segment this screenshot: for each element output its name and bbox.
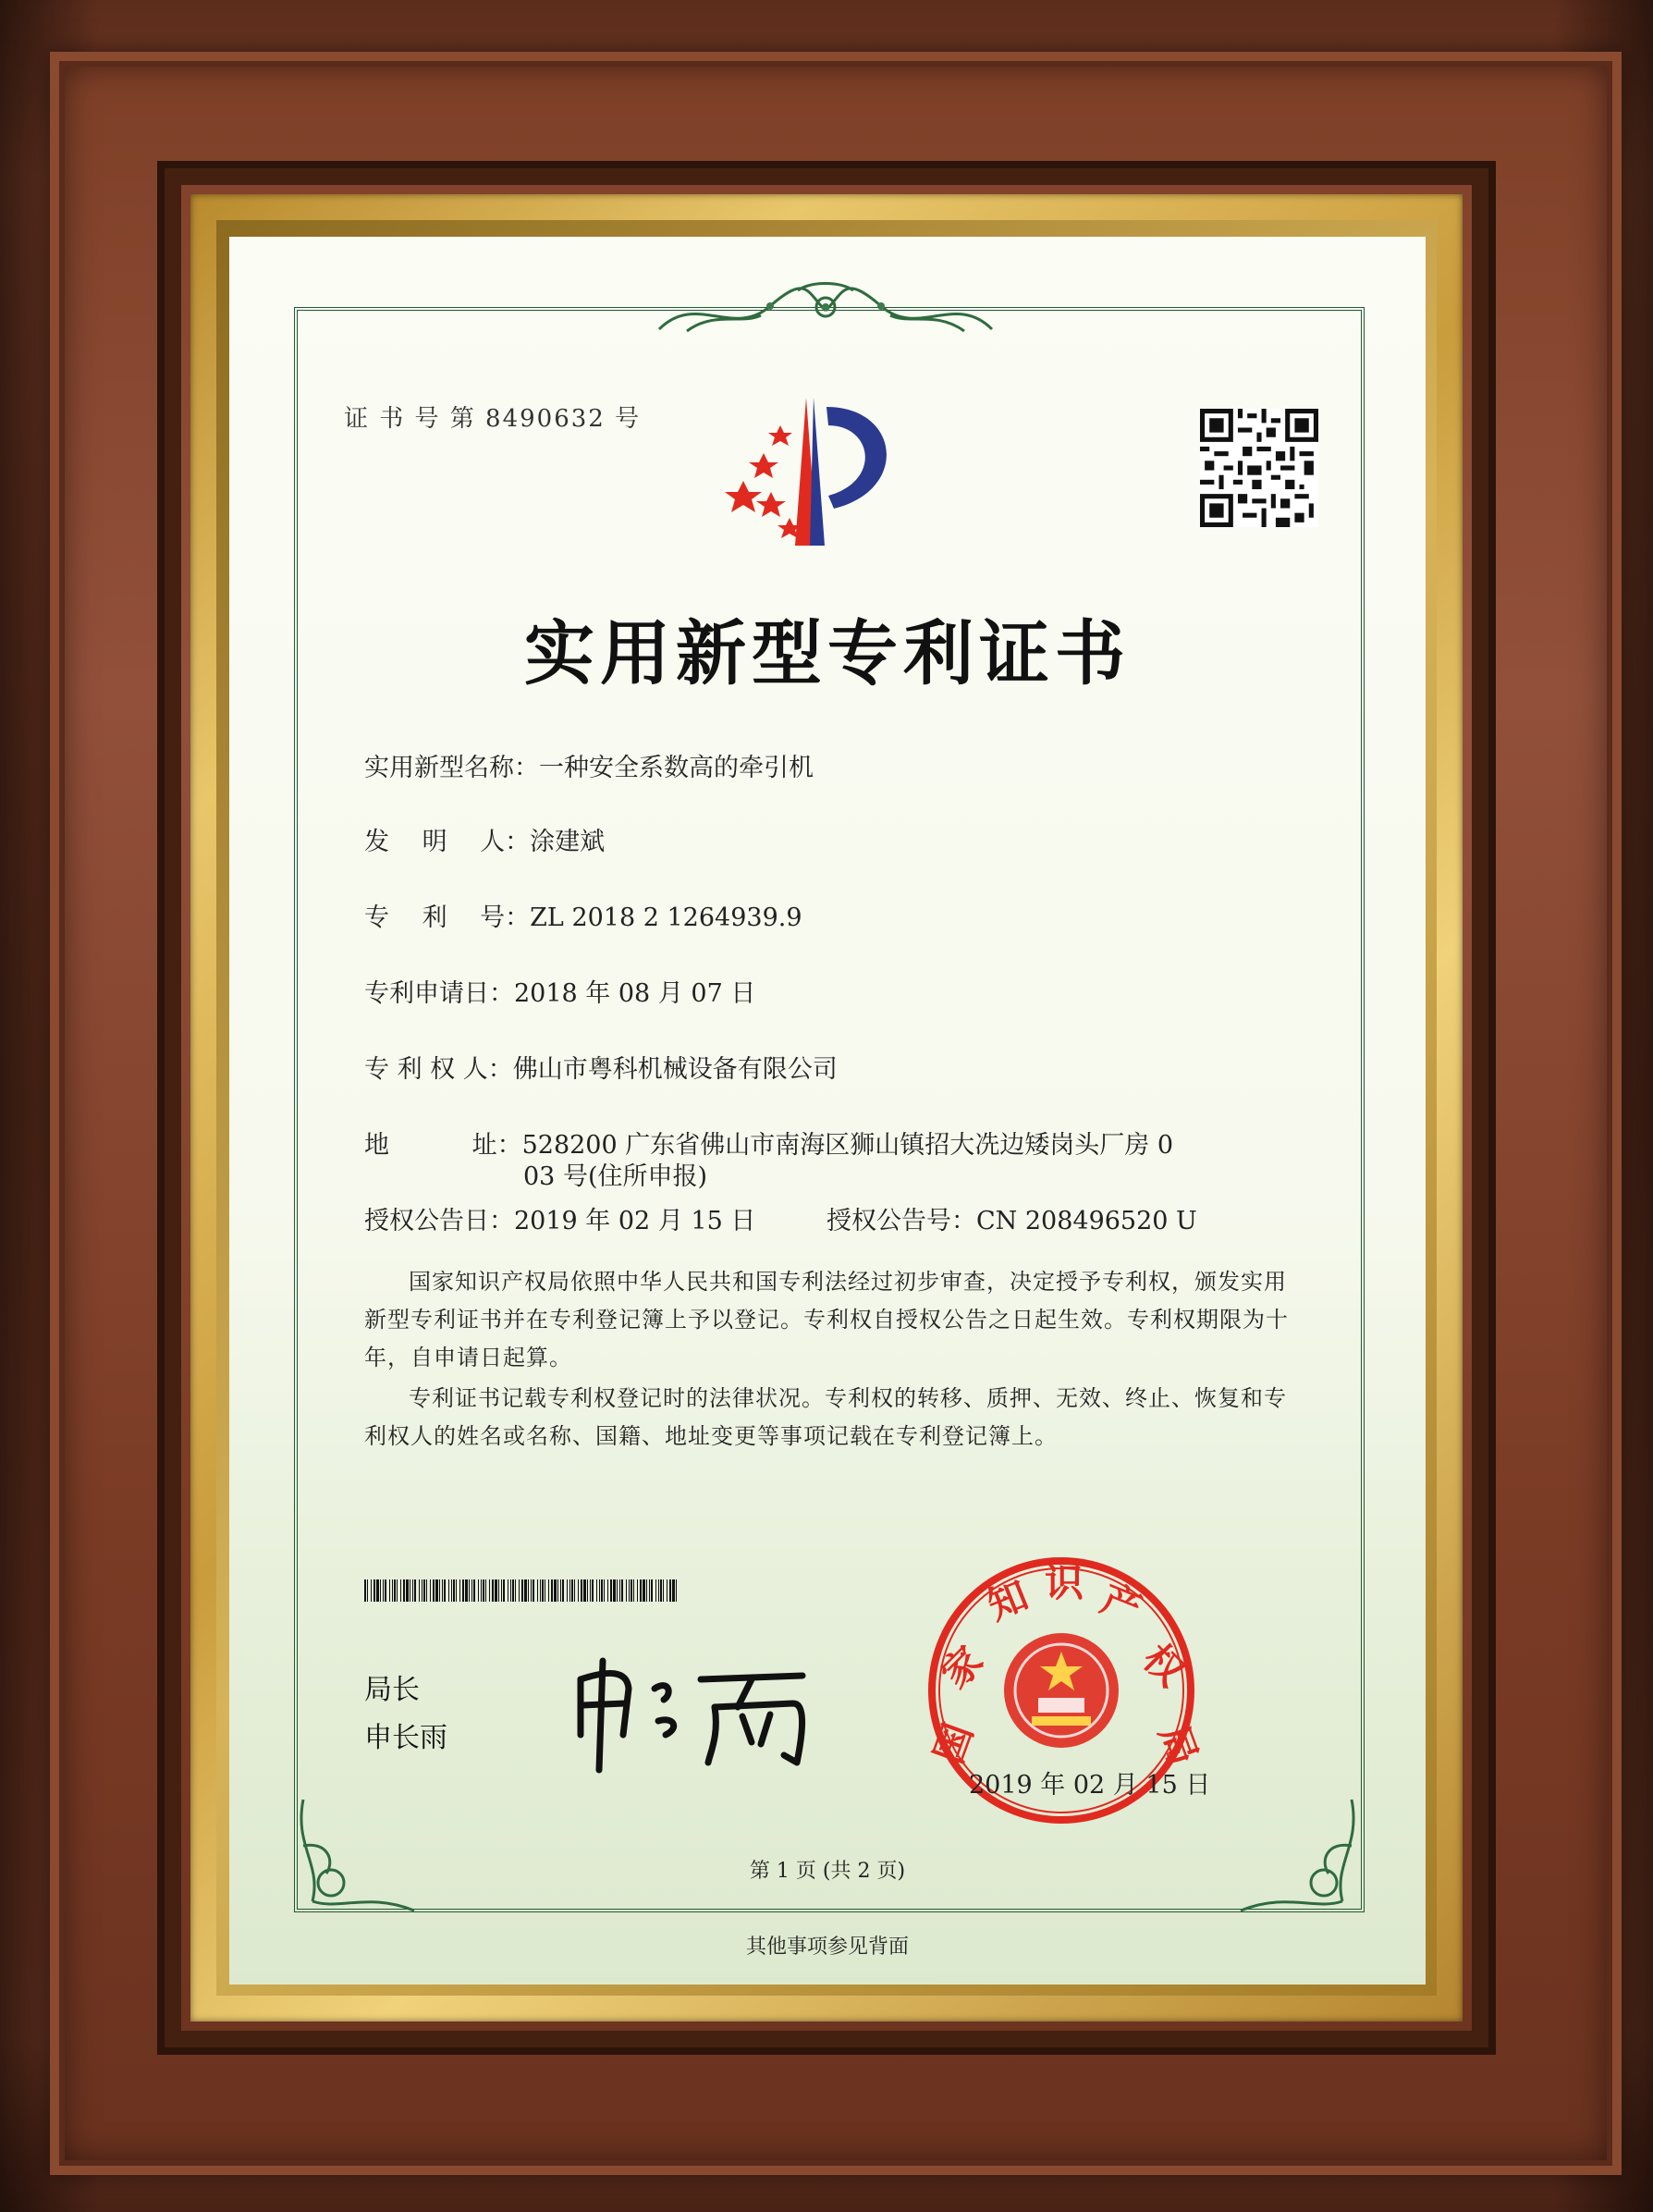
svg-text:产: 产 xyxy=(1095,1575,1148,1633)
barcode-bar xyxy=(462,1579,464,1602)
barcode-bar xyxy=(637,1579,638,1602)
barcode-bar xyxy=(646,1579,647,1602)
barcode-bar xyxy=(412,1579,413,1602)
barcode-bar xyxy=(483,1579,484,1602)
barcode-bar xyxy=(592,1579,594,1602)
svg-text:权: 权 xyxy=(1133,1635,1194,1695)
field-value: ZL 2018 2 1264939.9 xyxy=(530,903,802,932)
barcode-bar xyxy=(617,1579,618,1602)
director-name: 申长雨 xyxy=(364,1722,447,1754)
barcode-bar xyxy=(621,1579,623,1602)
barcode-bar xyxy=(533,1579,534,1602)
barcode-bar xyxy=(663,1579,664,1602)
barcode-bar xyxy=(581,1579,582,1602)
barcode-bar xyxy=(435,1579,438,1602)
barcode-bar xyxy=(583,1579,586,1602)
barcode-bar xyxy=(459,1579,460,1602)
field-label: 专利申请日： xyxy=(364,979,514,1008)
barcode-bar xyxy=(655,1579,656,1602)
barcode-bar xyxy=(419,1579,420,1602)
top-ornament-icon xyxy=(650,274,1001,348)
barcode-bar xyxy=(528,1579,529,1602)
field-value: 2018 年 08 月 07 日 xyxy=(514,979,756,1008)
barcode-bar xyxy=(651,1579,653,1602)
barcode-bar xyxy=(562,1579,564,1602)
barcode-bar xyxy=(380,1579,381,1602)
barcode-bar xyxy=(406,1579,409,1602)
barcode-bar xyxy=(403,1579,405,1602)
barcode-bar xyxy=(531,1579,532,1602)
barcode-bar xyxy=(542,1579,544,1602)
barcode-bar xyxy=(389,1579,390,1602)
barcode-bar xyxy=(503,1579,505,1602)
barcode-bar xyxy=(473,1579,475,1602)
barcode-bar xyxy=(433,1579,435,1602)
barcode-bar xyxy=(394,1579,396,1602)
barcode-bar xyxy=(501,1579,502,1602)
field-value: CN 208496520 U xyxy=(976,1207,1197,1235)
barcode-bar xyxy=(571,1579,573,1602)
barcode-bar xyxy=(569,1579,570,1602)
patent-office-logo-icon xyxy=(725,388,924,555)
certificate-number: 证 书 号 第 8490632 号 xyxy=(344,405,642,433)
barcode-bar xyxy=(367,1579,368,1602)
certificate-paper xyxy=(229,237,1426,1985)
barcode-bar xyxy=(444,1579,446,1602)
barcode-bar xyxy=(548,1579,549,1602)
barcode-bar xyxy=(669,1579,671,1602)
barcode-bar xyxy=(619,1579,620,1602)
barcode-bar xyxy=(554,1579,557,1602)
signature-icon xyxy=(562,1642,839,1772)
field-label: 授权公告日： xyxy=(364,1207,514,1235)
barcode-bar xyxy=(456,1579,457,1602)
svg-text:国: 国 xyxy=(925,1717,982,1770)
barcode-icon xyxy=(364,1579,679,1602)
barcode-bar xyxy=(423,1579,425,1602)
barcode-bar xyxy=(439,1579,440,1602)
barcode-bar xyxy=(658,1579,659,1602)
barcode-bar xyxy=(495,1579,497,1602)
barcode-bar xyxy=(626,1579,627,1602)
barcode-bar xyxy=(469,1579,470,1602)
barcode-bar xyxy=(430,1579,431,1602)
barcode-bar xyxy=(604,1579,605,1602)
barcode-bar xyxy=(587,1579,588,1602)
barcode-bar xyxy=(392,1579,393,1602)
qr-code-icon xyxy=(1200,409,1318,527)
barcode-bar xyxy=(385,1579,386,1602)
barcode-bar xyxy=(451,1579,452,1602)
barcode-bar xyxy=(515,1579,516,1602)
barcode-bar xyxy=(610,1579,612,1602)
field-value: 涂建斌 xyxy=(530,828,606,856)
barcode-bar xyxy=(498,1579,499,1602)
barcode-bar xyxy=(510,1579,511,1602)
barcode-bar xyxy=(397,1579,398,1602)
field-grant-number xyxy=(826,1200,1197,1236)
notice-paragraph-2: 专利证书记载专利权登记时的法律状况。专利权的转移、质押、无效、终止、恢复和专利权人的姓名或名称、国籍、地址变更等事项记载在专利登记簿上。 xyxy=(364,1385,1287,1449)
barcode-bar xyxy=(649,1579,650,1602)
field-label: 地 址： xyxy=(364,1131,522,1160)
field-label: 专 利 号： xyxy=(364,903,531,932)
field-application-date xyxy=(364,973,755,1009)
svg-text:知: 知 xyxy=(981,1572,1035,1629)
barcode-bar xyxy=(540,1579,541,1602)
barcode-bar xyxy=(578,1579,579,1602)
barcode-bar xyxy=(478,1579,479,1602)
barcode-bar xyxy=(485,1579,486,1602)
barcode-bar xyxy=(560,1579,561,1602)
barcode-bar xyxy=(640,1579,642,1602)
field-label: 实用新型名称： xyxy=(364,754,539,782)
barcode-bar xyxy=(481,1579,482,1602)
field-grant-date xyxy=(364,1200,755,1236)
barcode-bar xyxy=(631,1579,632,1602)
field-address xyxy=(364,1124,1173,1161)
barcode-bar xyxy=(376,1579,379,1602)
field-label: 发 明 人： xyxy=(364,828,531,856)
barcode-bar xyxy=(551,1579,553,1602)
barcode-bar xyxy=(601,1579,603,1602)
barcode-bar xyxy=(567,1579,568,1602)
barcode-bar xyxy=(489,1579,490,1602)
field-utility-model-name xyxy=(364,747,814,783)
barcode-bar xyxy=(414,1579,416,1602)
barcode-bar xyxy=(453,1579,455,1602)
barcode-bar xyxy=(537,1579,538,1602)
barcode-bar xyxy=(643,1579,645,1602)
field-value: 2019 年 02 月 15 日 xyxy=(514,1207,756,1235)
barcode-bar xyxy=(471,1579,472,1602)
field-value: 一种安全系数高的牵引机 xyxy=(539,754,814,782)
svg-text:局: 局 xyxy=(1150,1718,1207,1771)
barcode-bar xyxy=(557,1579,558,1602)
barcode-bar xyxy=(607,1579,608,1602)
barcode-bar xyxy=(521,1579,523,1602)
barcode-bar xyxy=(660,1579,662,1602)
barcode-bar xyxy=(599,1579,600,1602)
barcode-bar xyxy=(633,1579,634,1602)
barcode-bar xyxy=(448,1579,449,1602)
barcode-bar xyxy=(364,1579,366,1602)
barcode-bar xyxy=(442,1579,443,1602)
field-value: 528200 广东省佛山市南海区狮山镇招大冼边矮岗头厂房 0 xyxy=(521,1131,1174,1160)
field-label: 授权公告号： xyxy=(826,1207,976,1235)
certificate-title: 实用新型专利证书 xyxy=(524,612,1131,694)
notice-paragraph-1: 国家知识产权局依照中华人民共和国专利法经过初步审查，决定授予专利权，颁发实用新型专利证书并在专利登记簿上予以登记。专利权自授权公告之日起生效。专利权期限为十年，自申请日起算。 xyxy=(364,1269,1289,1370)
barcode-bar xyxy=(465,1579,468,1602)
field-patentee xyxy=(364,1049,838,1085)
barcode-bar xyxy=(590,1579,591,1602)
bottom-note: 其他事项参见背面 xyxy=(745,1936,909,1959)
page-number: 第 1 页 (共 2 页) xyxy=(749,1860,906,1883)
barcode-bar xyxy=(613,1579,616,1602)
svg-text:识: 识 xyxy=(1045,1560,1084,1605)
barcode-bar xyxy=(400,1579,401,1602)
barcode-bar xyxy=(519,1579,520,1602)
barcode-bar xyxy=(524,1579,527,1602)
barcode-bar xyxy=(373,1579,375,1602)
barcode-bar xyxy=(672,1579,675,1602)
field-inventor xyxy=(364,821,605,857)
svg-text:家: 家 xyxy=(932,1637,992,1698)
barcode-bar xyxy=(629,1579,630,1602)
barcode-bar xyxy=(492,1579,494,1602)
field-label: 专 利 权 人： xyxy=(364,1055,513,1084)
director-title: 局长 xyxy=(364,1674,420,1706)
field-patent-number xyxy=(364,897,802,933)
barcode-bar xyxy=(512,1579,514,1602)
barcode-bar xyxy=(371,1579,372,1602)
barcode-bar xyxy=(383,1579,384,1602)
barcode-bar xyxy=(426,1579,427,1602)
barcode-bar xyxy=(574,1579,575,1602)
field-value: 佛山市粤科机械设备有限公司 xyxy=(512,1055,838,1084)
barcode-bar xyxy=(596,1579,597,1602)
seal-date: 2019 年 02 月 15 日 xyxy=(969,1771,1211,1800)
address-line-2: 03 号(住所申报) xyxy=(523,1162,708,1191)
barcode-bar xyxy=(676,1579,677,1602)
